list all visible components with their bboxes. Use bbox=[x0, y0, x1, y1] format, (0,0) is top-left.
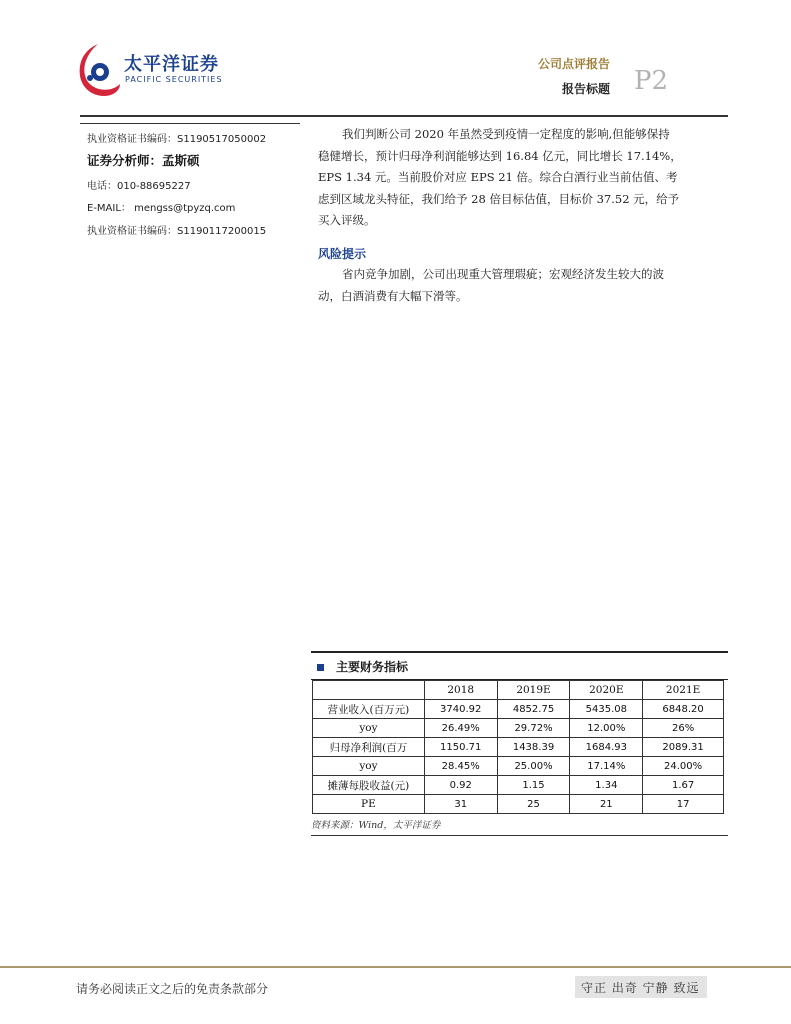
row-label: yoy bbox=[313, 719, 425, 738]
row-label: 营业收入(百万元) bbox=[313, 700, 425, 719]
sidebar-divider bbox=[80, 123, 300, 124]
valuation-paragraph bbox=[318, 124, 730, 232]
company-motto: 守正 出奇 宁静 致远 bbox=[575, 976, 707, 998]
table-cell: 26.49% bbox=[424, 719, 497, 738]
table-cell: 24.00% bbox=[643, 757, 724, 776]
table-cell: 17.14% bbox=[570, 757, 643, 776]
table-cell: 1.34 bbox=[570, 776, 643, 795]
table-cell: 25 bbox=[497, 795, 570, 814]
table-header-cell: 2019E bbox=[497, 681, 570, 700]
footer-divider bbox=[0, 966, 791, 968]
para-line: 动，白酒消费有大幅下滑等。 bbox=[318, 288, 468, 303]
table-row bbox=[313, 700, 724, 719]
para-line: 省内竞争加剧，公司出现重大管理瑕疵；宏观经济发生较大的波 bbox=[342, 267, 664, 281]
table-cell: 6848.20 bbox=[643, 700, 724, 719]
table-cell: 12.00% bbox=[570, 719, 643, 738]
financial-table-block bbox=[311, 651, 728, 836]
brand-name-cn: 太平洋证券 bbox=[124, 54, 219, 75]
table-cell: 31 bbox=[424, 795, 497, 814]
table-row bbox=[313, 795, 724, 814]
table-cell: 1150.71 bbox=[424, 738, 497, 757]
table-row bbox=[313, 757, 724, 776]
financial-table bbox=[312, 680, 724, 814]
risk-paragraph bbox=[318, 264, 730, 307]
para-line: 稳健增长，预计归母净利润能够达到 16.84 亿元，同比增长 17.14%， bbox=[318, 148, 682, 163]
row-label: yoy bbox=[313, 757, 425, 776]
table-cell: 1.15 bbox=[497, 776, 570, 795]
table-title-bar bbox=[311, 651, 728, 680]
table-cell: 1.67 bbox=[643, 776, 724, 795]
para-line: 虑到区域龙头特征，我们给予 28 倍目标估值，目标价 37.52 元，给予 bbox=[318, 191, 680, 206]
table-cell: 21 bbox=[570, 795, 643, 814]
header-divider bbox=[80, 115, 728, 117]
company-logo bbox=[76, 42, 236, 98]
para-line: 买入评级。 bbox=[318, 213, 376, 227]
table-cell: 3740.92 bbox=[424, 700, 497, 719]
table-header-cell: 2018 bbox=[424, 681, 497, 700]
table-source-note: 资料来源：Wind，太平洋证券 bbox=[311, 814, 728, 836]
table-cell: 25.00% bbox=[497, 757, 570, 776]
risk-section-title: 风险提示 bbox=[318, 247, 367, 261]
cert-number-2: 执业资格证书编码：S1190117200015 bbox=[87, 226, 267, 237]
para-line: EPS 1.34 元。当前股价对应 EPS 21 倍。综合白酒行业当前估值、考 bbox=[318, 170, 678, 184]
table-row bbox=[313, 719, 724, 738]
table-cell: 26% bbox=[643, 719, 724, 738]
square-bullet-icon bbox=[317, 664, 324, 671]
report-title: 报告标题 bbox=[562, 82, 611, 96]
analyst-email[interactable]: E-MAIL： mengss@tpyzq.com bbox=[87, 203, 236, 214]
table-cell: 0.92 bbox=[424, 776, 497, 795]
cert-number-1: 执业资格证书编码：S1190517050002 bbox=[87, 134, 267, 145]
table-cell: 29.72% bbox=[497, 719, 570, 738]
table-header-cell: 2021E bbox=[643, 681, 724, 700]
table-row bbox=[313, 776, 724, 795]
table-header-cell bbox=[313, 681, 425, 700]
analyst-phone: 电话：010-88695227 bbox=[87, 181, 191, 192]
table-row bbox=[313, 738, 724, 757]
table-header-cell: 2020E bbox=[570, 681, 643, 700]
brand-name-en: PACIFIC SECURITIES bbox=[125, 75, 223, 84]
table-cell: 2089.31 bbox=[643, 738, 724, 757]
analyst-name: 证券分析师：孟斯硕 bbox=[87, 153, 200, 168]
table-title: 主要财务指标 bbox=[336, 660, 409, 674]
page-number: P2 bbox=[634, 66, 669, 96]
table-cell: 5435.08 bbox=[570, 700, 643, 719]
logo-mark-icon bbox=[76, 42, 122, 98]
table-cell: 28.45% bbox=[424, 757, 497, 776]
table-header-row bbox=[313, 681, 724, 700]
table-cell: 17 bbox=[643, 795, 724, 814]
row-label: 归母净利润(百万 bbox=[313, 738, 425, 757]
row-label: 摊薄每股收益(元) bbox=[313, 776, 425, 795]
para-line: 我们判断公司 2020 年虽然受到疫情一定程度的影响,但能够保持 bbox=[342, 127, 670, 141]
table-cell: 4852.75 bbox=[497, 700, 570, 719]
row-label: PE bbox=[313, 795, 425, 814]
report-type: 公司点评报告 bbox=[538, 57, 611, 71]
disclaimer-note: 请务必阅读正文之后的免责条款部分 bbox=[76, 982, 269, 996]
table-cell: 1438.39 bbox=[497, 738, 570, 757]
table-cell: 1684.93 bbox=[570, 738, 643, 757]
